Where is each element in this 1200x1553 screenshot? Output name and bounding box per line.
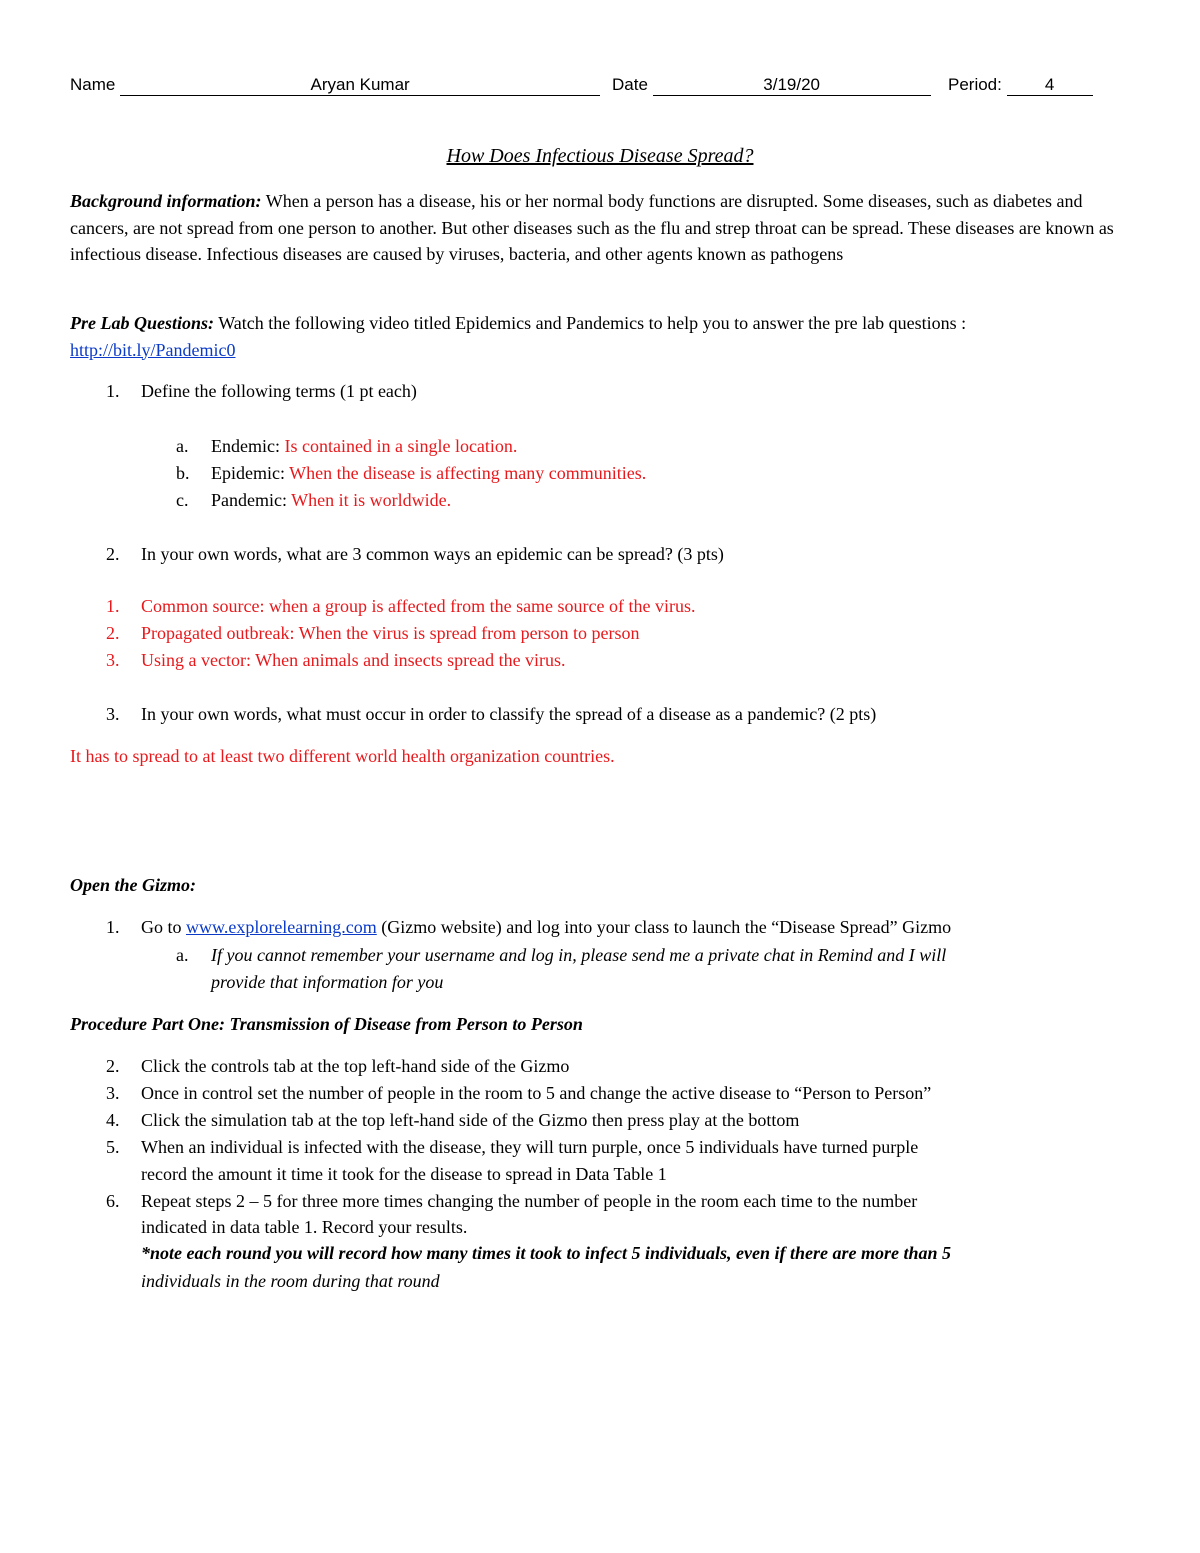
prelab-paragraph [70, 310, 1130, 363]
procedure-step-5-number: 5. [106, 1137, 120, 1157]
procedure-step-2-number: 2. [106, 1056, 120, 1076]
explorelearning-link[interactable]: www.explorelearning.com [186, 917, 377, 937]
gizmo-step-1-post: (Gizmo website) and log into your class to launch the “Disease Spread” Gizmo [381, 917, 952, 937]
term-b-letter: b. [176, 463, 190, 483]
date-value: 3/19/20 [763, 75, 821, 94]
date-row [612, 75, 931, 96]
date-label: Date [612, 75, 648, 94]
term-a-label: Endemic: [211, 436, 280, 456]
gizmo-step-1-number: 1. [106, 917, 120, 937]
procedure-step-4-text: Click the simulation tab at the top left-hand side of the Gizmo then press play at the bottom [141, 1110, 800, 1130]
background-label: Background information: [70, 191, 262, 211]
period-field [1007, 75, 1093, 96]
gizmo-step-1a-line-2: provide that information for you [211, 972, 444, 992]
term-b-answer: When the disease is affecting many communities. [289, 463, 647, 483]
gizmo-step-1a-line-1: If you cannot remember your username and log in, please send me a private chat in Remind and I will [211, 945, 947, 965]
procedure-heading: Procedure Part One: Transmission of Disease from Person to Person [70, 1014, 583, 1034]
procedure-step-2-text: Click the controls tab at the top left-hand side of the Gizmo [141, 1056, 570, 1076]
background-text: When a person has a disease, his or her normal body functions are disrupted. Some diseases, such as diabetes and cancers, are not spread from one person to another. But other diseases such as the flu and strep throat can be spread. These diseases are known as infectious disease. Infectious diseases are caused by viruses, bacteria, and other agents known as pathogens [70, 191, 1114, 265]
prelab-text: Watch the following video titled Epidemics and Pandemics to help you to answer the pre lab questions : [218, 313, 967, 333]
date-field [653, 75, 931, 96]
procedure-step-5-line-2: record the amount it time it took for the disease to spread in Data Table 1 [141, 1164, 667, 1184]
term-c-answer: When it is worldwide. [291, 490, 452, 510]
term-b [211, 463, 646, 484]
way-1-text: Common source: when a group is affected from the same source of the virus. [141, 596, 696, 616]
period-row [948, 75, 1093, 96]
term-a-answer: Is contained in a single location. [284, 436, 518, 456]
gizmo-step-1a-letter: a. [176, 945, 189, 965]
term-a [211, 436, 517, 457]
procedure-note-line-1: *note each round you will record how many times it took to infect 5 individuals, even if there are more than 5 [141, 1243, 952, 1263]
procedure-step-6-line-1: Repeat steps 2 – 5 for three more times changing the number of people in the room each time to the number [141, 1191, 918, 1211]
period-value: 4 [1044, 75, 1055, 94]
page-title: How Does Infectious Disease Spread? [446, 145, 754, 167]
question-2-number: 2. [106, 544, 120, 564]
way-2-number: 2. [106, 623, 120, 643]
background-paragraph [70, 188, 1130, 268]
name-field [120, 75, 600, 96]
name-row [70, 75, 600, 96]
procedure-step-4-number: 4. [106, 1110, 120, 1130]
term-c-label: Pandemic: [211, 490, 287, 510]
way-1-number: 1. [106, 596, 120, 616]
prelab-label: Pre Lab Questions: [70, 313, 214, 333]
term-b-label: Epidemic: [211, 463, 285, 483]
procedure-note-line-2: individuals in the room during that round [141, 1271, 440, 1291]
term-a-letter: a. [176, 436, 189, 456]
name-label: Name [70, 75, 116, 94]
procedure-step-3-text: Once in control set the number of people in the room to 5 and change the active disease to “Person to Person” [141, 1083, 932, 1103]
gizmo-step-1 [141, 917, 951, 938]
question-3-text: In your own words, what must occur in order to classify the spread of a disease as a pandemic? (2 pts) [141, 704, 877, 724]
way-3-text: Using a vector: When animals and insects spread the virus. [141, 650, 566, 670]
procedure-step-6-number: 6. [106, 1191, 120, 1211]
name-value: Aryan Kumar [310, 75, 410, 94]
period-label: Period: [948, 75, 1002, 94]
prelab-video-link[interactable]: http://bit.ly/Pandemic0 [70, 339, 236, 360]
term-c [211, 490, 451, 511]
question-3-number: 3. [106, 704, 120, 724]
question-2-text: In your own words, what are 3 common ways an epidemic can be spread? (3 pts) [141, 544, 724, 564]
question-3-answer: It has to spread to at least two different world health organization countries. [70, 746, 615, 766]
question-1-number: 1. [106, 381, 120, 401]
procedure-step-6-line-2: indicated in data table 1. Record your results. [141, 1217, 468, 1237]
term-c-letter: c. [176, 490, 189, 510]
gizmo-step-1-pre: Go to [141, 917, 182, 937]
gizmo-heading: Open the Gizmo: [70, 875, 196, 895]
procedure-step-3-number: 3. [106, 1083, 120, 1103]
way-2-text: Propagated outbreak: When the virus is spread from person to person [141, 623, 640, 643]
procedure-step-5-line-1: When an individual is infected with the disease, they will turn purple, once 5 individuals have turned purple [141, 1137, 919, 1157]
way-3-number: 3. [106, 650, 120, 670]
question-1-text: Define the following terms (1 pt each) [141, 381, 417, 401]
